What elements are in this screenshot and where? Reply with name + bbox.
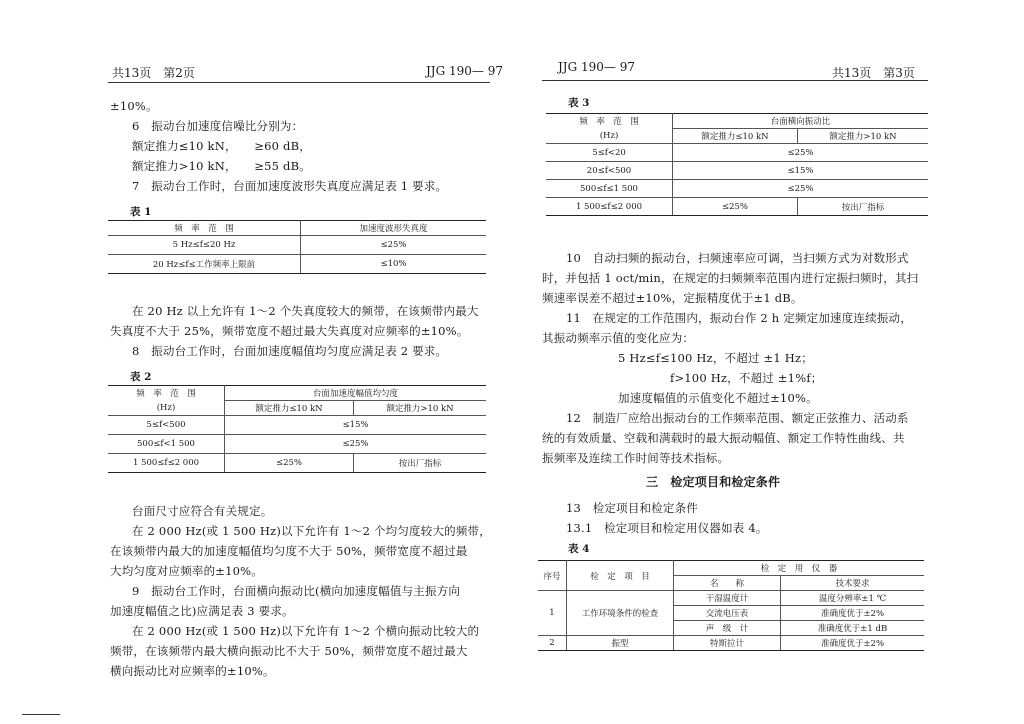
- table-cell: ≤25%: [673, 180, 929, 198]
- text-line: 5 Hz≤f≤100 Hz，不超过 ±1 Hz；: [618, 351, 813, 365]
- table-header-cell: 加速度波形失真度: [301, 221, 487, 236]
- table-cell: 准确度优于±1 dB: [781, 621, 925, 636]
- right-page-number: 共13页 第3页: [832, 66, 915, 80]
- table-cell: 声 级 计: [674, 621, 781, 636]
- text-line: 横向振动比对应频率的±10%。: [110, 664, 275, 678]
- table-row: [546, 180, 928, 198]
- text-line: ±10%。: [110, 99, 158, 113]
- text-line: 在 2 000 Hz(或 1 500 Hz)以下允许有 1～2 个均匀度较大的频带，: [132, 524, 491, 538]
- table-cell: ≤10%: [301, 255, 487, 274]
- table-cell: ≤15%: [673, 162, 929, 180]
- table-row: [538, 636, 924, 651]
- text-line: 7 振动台工作时，台面加速度波形失真度应满足表 1 要求。: [132, 179, 448, 193]
- text-line: 时，并包括 1 oct/min，在规定的扫频频率范围内进行定振扫频时，其扫: [542, 271, 919, 285]
- table-header-cell: 技术要求: [781, 576, 925, 591]
- right-standard-code: JJG 190— 97: [558, 60, 636, 74]
- text-line: 9 振动台工作时，台面横向振动比(横向加速度幅值与主振方向: [132, 584, 461, 598]
- table-header-row: [108, 386, 486, 401]
- table-cell: 按出厂指标: [354, 454, 487, 473]
- table-header-cell: 频 率 范 围: [546, 114, 673, 129]
- text-line: 10 自动扫频的振动台，扫频速率应可调，当扫频方式为对数形式: [566, 251, 909, 265]
- text-line: 统的有效质量、空载和满载时的最大振动幅值、额定工作特性曲线、共: [542, 431, 905, 445]
- table-header-cell: 频 率 范 围: [108, 221, 301, 236]
- table-cell: 工作环境条件的检查: [567, 591, 674, 636]
- text-line: 大均匀度对应频率的±10%。: [110, 564, 263, 578]
- text-line: 13 检定项目和检定条件: [566, 501, 699, 515]
- table-header-cell: 序号: [538, 561, 567, 591]
- table-header-cell: 检 定 用 仪 器: [674, 561, 925, 576]
- table-header-cell: 检 定 项 目: [567, 561, 674, 591]
- table-cell: 温度分辨率±1 ℃: [781, 591, 925, 606]
- table-label: 表 2: [130, 371, 152, 383]
- right-page: [512, 0, 1024, 724]
- table-cell: ≤25%: [225, 454, 354, 473]
- table-cell: 5 Hz≤f≤20 Hz: [108, 236, 301, 255]
- table-header-cell: 额定推力>10 kN: [798, 129, 929, 144]
- text-line: 12 制造厂应给出振动台的工作频率范围、额定正弦推力、活动系: [566, 411, 909, 425]
- table-row: [108, 435, 486, 454]
- header-rule: [108, 82, 490, 83]
- table-cell: 交流电压表: [674, 606, 781, 621]
- table-cell: 1 500≤f≤2 000: [108, 454, 225, 473]
- table-cell: 干湿温度计: [674, 591, 781, 606]
- text-line: 加速度幅值之比)应满足表 3 要求。: [110, 604, 294, 618]
- table-cell: 特斯拉计: [674, 636, 781, 651]
- table-header-cell: 频 率 范 围: [108, 386, 225, 401]
- table-label: 表 4: [568, 543, 590, 555]
- table-header-cell: 额定推力≤10 kN: [673, 129, 798, 144]
- section-heading: 三 检定项目和检定条件: [646, 475, 781, 489]
- table-2: [108, 385, 486, 473]
- table-row: [108, 416, 486, 435]
- table-row: [546, 162, 928, 180]
- table-row: [108, 236, 486, 255]
- text-line: 在该频带内最大的加速度幅值均匀度不大于 50%，频带宽度不超过最: [110, 544, 468, 558]
- table-row: [546, 198, 928, 216]
- table-row: [546, 144, 928, 162]
- text-line: f>100 Hz，不超过 ±1%f；: [670, 371, 823, 385]
- table-cell: 按出厂指标: [798, 198, 929, 216]
- text-line: 台面尺寸应符合有关规定。: [132, 504, 273, 518]
- table-header-cell: 额定推力>10 kN: [354, 401, 487, 416]
- table-cell: 20 Hz≤f≤工作频率上限前: [108, 255, 301, 274]
- left-page-number: 共13页 第2页: [112, 66, 195, 80]
- text-line: 11 在规定的工作范围内，振动台作 2 h 定频定加速度连续振动，: [566, 311, 912, 325]
- table-cell: ≤15%: [225, 416, 487, 435]
- table-header-row: [108, 221, 486, 236]
- table-header-cell: (Hz): [108, 401, 225, 416]
- table-cell: 5≤f<500: [108, 416, 225, 435]
- table-header-cell: 额定推力≤10 kN: [225, 401, 354, 416]
- text-line: 频带，在该频带内最大横向振动比不大于 50%，频带宽度不超过最大: [110, 644, 468, 658]
- text-line: 额定推力>10 kN， ≥55 dB。: [132, 159, 311, 173]
- table-cell: ≤25%: [673, 144, 929, 162]
- text-line: 13.1 检定项目和检定用仪器如表 4。: [566, 521, 768, 535]
- table-cell: 500≤f≤1 500: [546, 180, 673, 198]
- table-header-cell: 名 称: [674, 576, 781, 591]
- text-line: 6 振动台加速度信噪比分别为：: [132, 119, 304, 133]
- table-cell: 20≤f<500: [546, 162, 673, 180]
- text-line: 频速率误差不超过±10%，定振精度优于±1 dB。: [542, 291, 803, 305]
- table-header-cell: 台面加速度幅值均匀度: [225, 386, 487, 401]
- table-cell: ≤25%: [301, 236, 487, 255]
- table-3: [546, 113, 928, 216]
- table-cell: 1 500≤f≤2 000: [546, 198, 673, 216]
- table-cell: 振型: [567, 636, 674, 651]
- table-header-row: [108, 401, 486, 416]
- table-header-row: [546, 129, 928, 144]
- table-cell: 准确度优于±2%: [781, 636, 925, 651]
- table-row: [108, 255, 486, 274]
- table-cell: 1: [538, 591, 567, 636]
- table-cell: 500≤f<1 500: [108, 435, 225, 454]
- table-cell: 准确度优于±2%: [781, 606, 925, 621]
- table-1: [108, 220, 486, 274]
- table-header-cell: (Hz): [546, 129, 673, 144]
- table-header-cell: 台面横向振动比: [673, 114, 929, 129]
- table-header-row: [538, 561, 924, 576]
- table-label: 表 1: [130, 206, 152, 218]
- table-4: [538, 560, 924, 651]
- text-line: 振频率及连续工作时间等技术指标。: [542, 451, 730, 465]
- text-line: 8 振动台工作时，台面加速度幅值均匀度应满足表 2 要求。: [132, 344, 448, 358]
- table-cell: ≤25%: [225, 435, 487, 454]
- text-line: 失真度不大于 25%，频带宽度不超过最大失真度对应频率的±10%。: [110, 324, 469, 338]
- corner-mark: [22, 714, 60, 715]
- text-line: 在 20 Hz 以上允许有 1～2 个失真度较大的频带，在该频带内最大: [132, 304, 479, 318]
- left-standard-code: JJG 190— 97: [426, 64, 504, 78]
- table-cell: ≤25%: [673, 198, 798, 216]
- table-cell: 2: [538, 636, 567, 651]
- table-cell: 5≤f<20: [546, 144, 673, 162]
- table-row: [538, 591, 924, 606]
- table-label: 表 3: [568, 97, 590, 109]
- text-line: 加速度幅值的示值变化不超过±10%。: [618, 391, 818, 405]
- text-line: 额定推力≤10 kN， ≥60 dB，: [132, 139, 311, 153]
- table-row: [108, 454, 486, 473]
- text-line: 其振动频率示值的变化应为：: [542, 331, 695, 345]
- text-line: 在 2 000 Hz(或 1 500 Hz)以下允许有 1～2 个横向振动比较大的: [132, 624, 480, 638]
- header-rule: [542, 80, 928, 81]
- table-header-row: [546, 114, 928, 129]
